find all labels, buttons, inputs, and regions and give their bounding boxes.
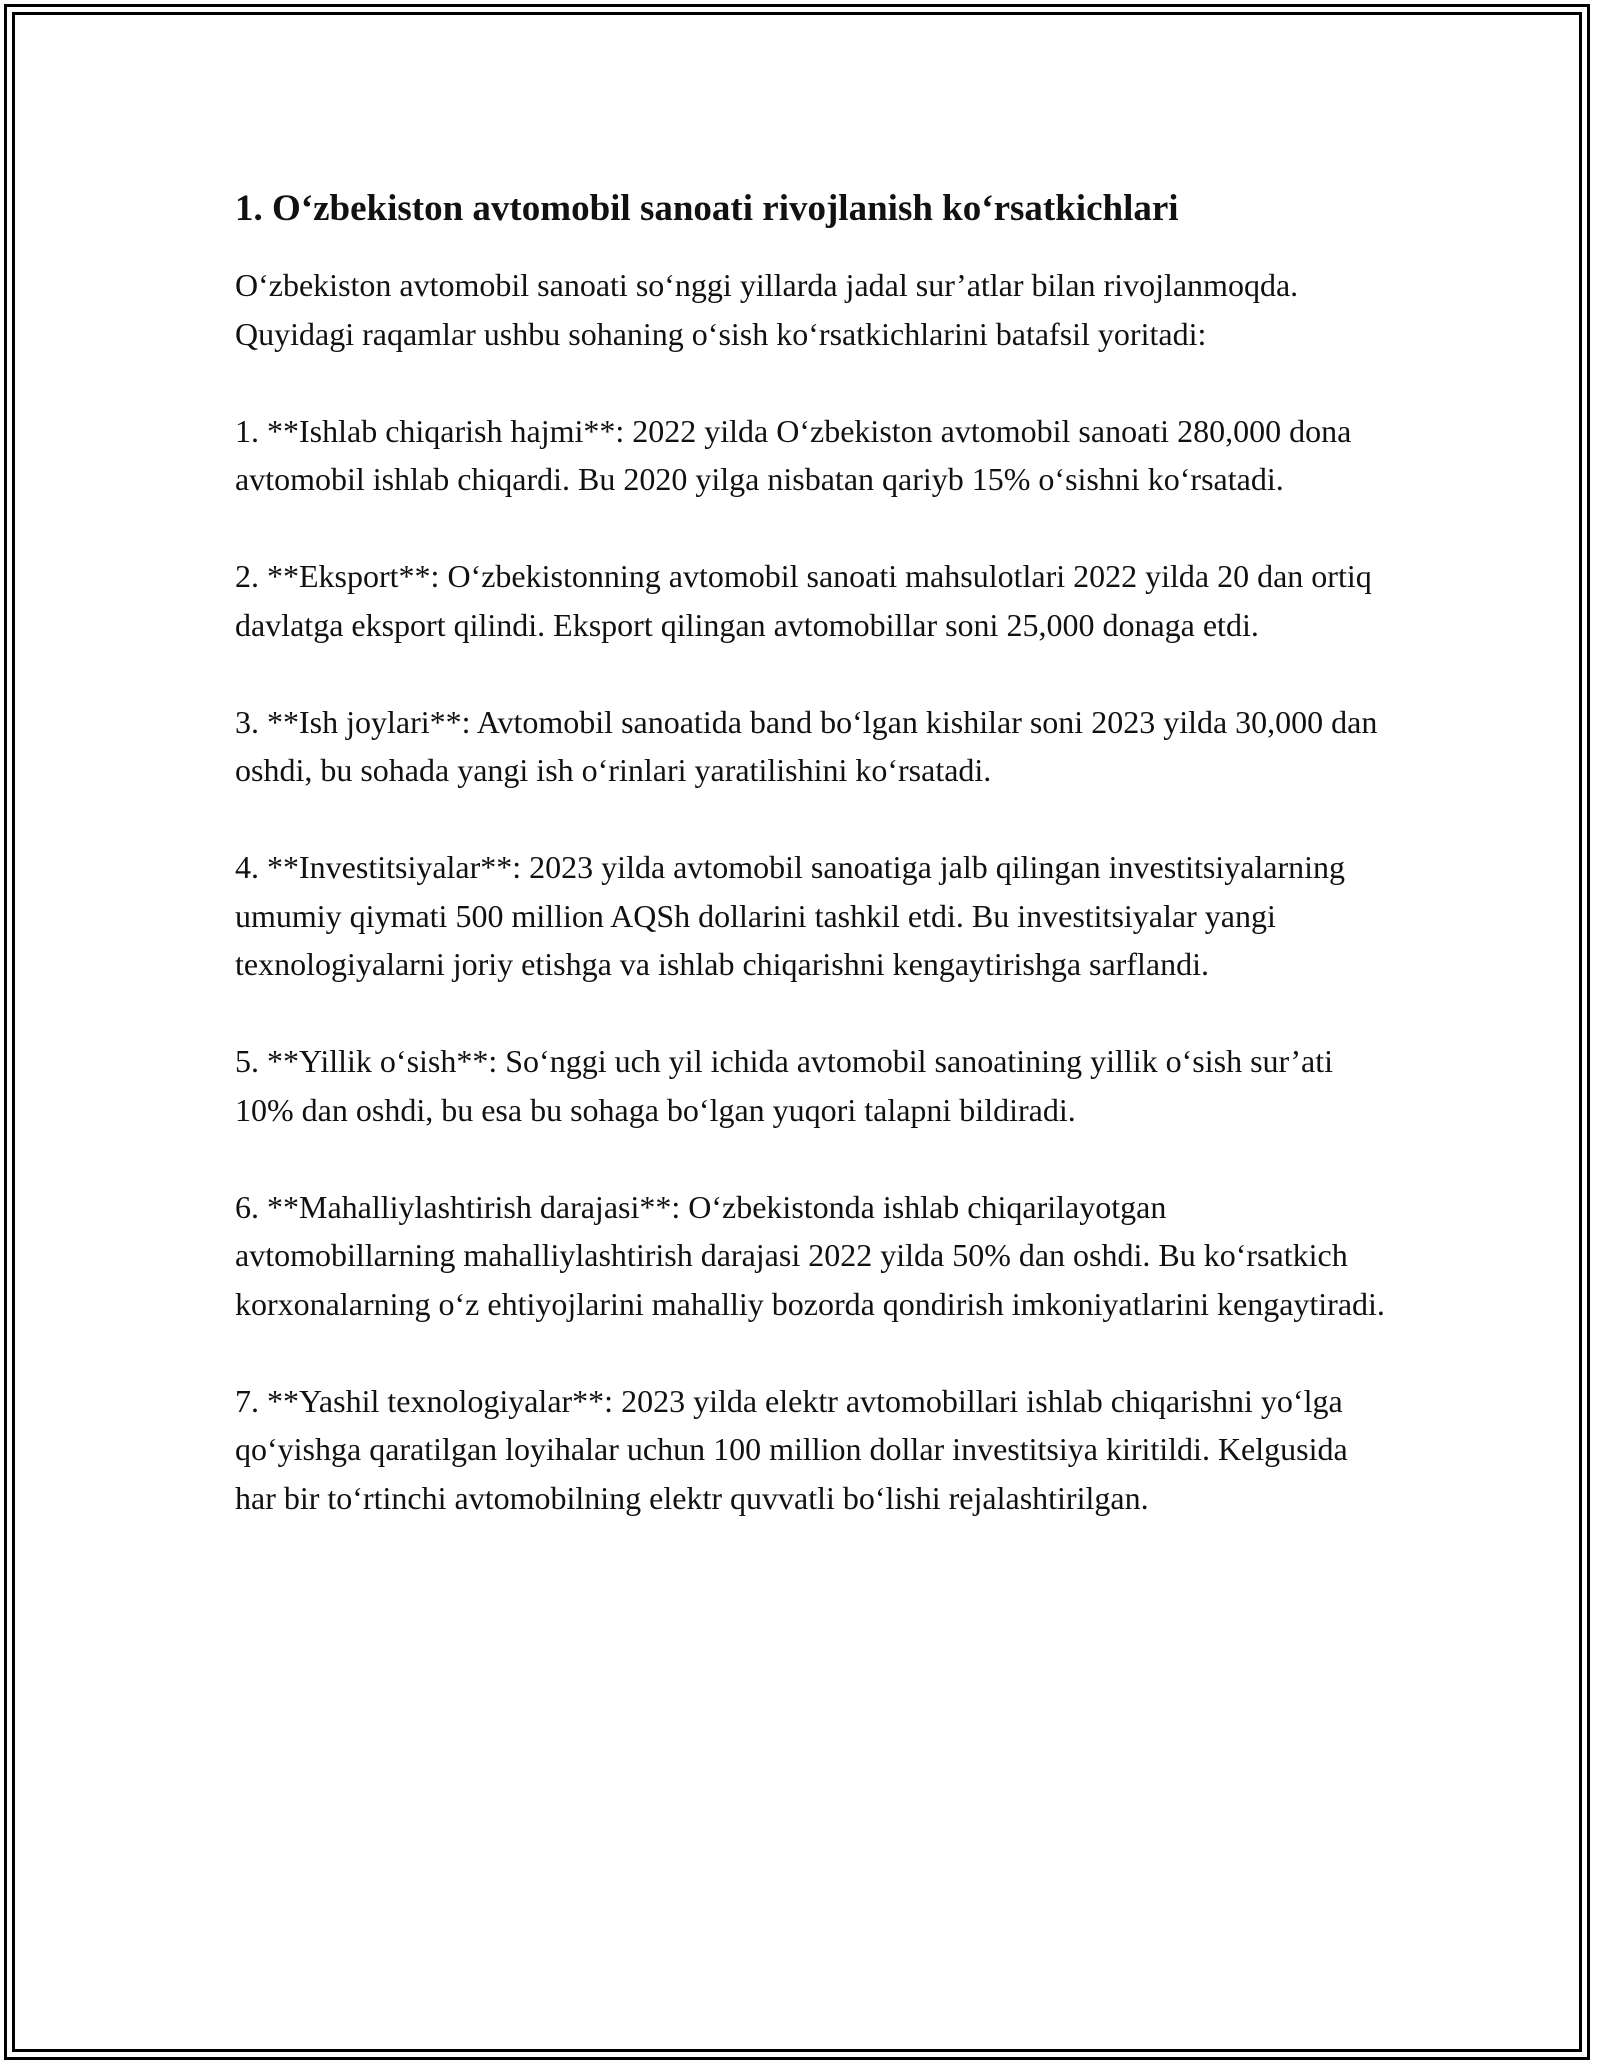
list-item-green-tech: 7. **Yashil texnologiyalar**: 2023 yilda elektr avtomobillari ishlab chiqarishni yo‘lga qo‘yishga qaratilgan loyihalar uchun 100 million dollar investitsiya kiritildi. Kelgusida har bir to‘rtinchi avtomobilning elektr quvvatli bo‘lishi rejalashtirilgan.: [235, 1382, 1348, 1516]
list-item-production-volume: 1. **Ishlab chiqarish hajmi**: 2022 yilda O‘zbekiston avtomobil sanoati 280,000 dona avtomobil ishlab chiqardi. Bu 2020 yilga nisbatan qariyb 15% o‘sishni ko‘rsatadi.: [235, 412, 1352, 497]
document-title: 1. O‘zbekiston avtomobil sanoati rivojlanish ko‘rsatkichlari: [235, 188, 1179, 229]
list-item-export: 2. **Eksport**: O‘zbekistonning avtomobil sanoati mahsulotlari 2022 yilda 20 dan ortiq davlatga eksport qilindi. Eksport qilingan avtomobillar soni 25,000 donaga etdi.: [235, 558, 1372, 643]
list-item-investments: 4. **Investitsiyalar**: 2023 yilda avtomobil sanoatiga jalb qilingan investitsiyalarning umumiy qiymati 500 million AQSh dollarini tashkil etdi. Bu investitsiyalar yangi texnologiyalarni joriy etishga va ishlab chiqarishni kengaytirishga sarflandi.: [235, 849, 1346, 982]
document-body: [235, 185, 1385, 1571]
list-item-jobs: 3. **Ish joylari**: Avtomobil sanoatida band bo‘lgan kishilar soni 2023 yilda 30,000 dan oshdi, bu sohada yangi ish o‘rinlari yaratilishini ko‘rsatadi.: [235, 703, 1378, 788]
intro-paragraph: O‘zbekiston avtomobil sanoati so‘nggi yillarda jadal sur’atlar bilan rivojlanmoqda. Quyidagi raqamlar ushbu sohaning o‘sish ko‘rsatkichlarini batafsil yoritadi:: [235, 267, 1299, 352]
list-item-annual-growth: 5. **Yillik o‘sish**: So‘nggi uch yil ichida avtomobil sanoatining yillik o‘sish sur’ati 10% dan oshdi, bu esa bu sohaga bo‘lgan yuqori talapni bildiradi.: [235, 1043, 1334, 1128]
list-item-localization: 6. **Mahalliylashtirish darajasi**: O‘zbekistonda ishlab chiqarilayotgan avtomobillarning mahalliylashtirish darajasi 2022 yilda 50% dan oshdi. Bu ko‘rsatkich korxonalarning o‘z ehtiyojlarini mahalliy bozorda qondirish imkoniyatlarini kengaytiradi.: [235, 1188, 1385, 1322]
